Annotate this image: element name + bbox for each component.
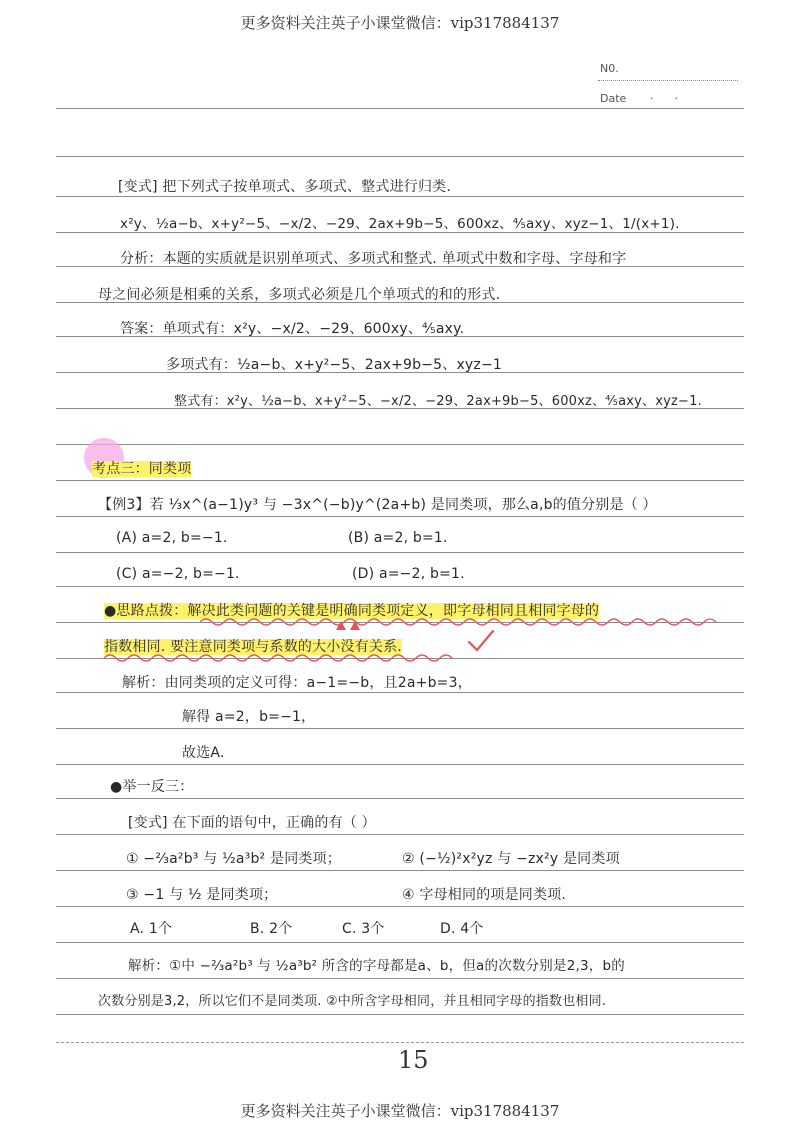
section-title-text: 考点三：同类项 bbox=[92, 461, 192, 477]
option-b: (B) a=2, b=1. bbox=[348, 530, 448, 546]
choice-a: A. 1个 bbox=[130, 921, 173, 937]
practice-solution-line-2: 次数分别是3,2，所以它们不是同类项. ②中所含字母相同，并且相同字母的指数也相同. bbox=[98, 994, 607, 1009]
answer-monomials: 答案：单项式有：x²y、−x/2、−29、600xy、⅘axy. bbox=[120, 321, 465, 337]
hint-line-2-text: 指数相同. 要注意同类项与系数的大小没有关系. bbox=[104, 639, 402, 655]
statement-1: ① −⅔a²b³ 与 ½a³b² 是同类项； bbox=[126, 851, 342, 867]
expression-list: x²y、½a−b、x+y²−5、−x/2、−29、2ax+9b−5、600xz、⅘axy、xyz−1、1/(x+1). bbox=[120, 216, 680, 232]
solution-line-3: 故选A. bbox=[182, 745, 225, 761]
caret-marks bbox=[334, 618, 364, 632]
ruled-line-bottom bbox=[56, 1042, 744, 1043]
section-title bbox=[92, 458, 191, 478]
no-line bbox=[598, 80, 738, 81]
choice-c: C. 3个 bbox=[342, 921, 385, 937]
ruled-line bbox=[56, 108, 744, 109]
ruled-line bbox=[56, 728, 744, 729]
answer-polynomials: 多项式有：½a−b、x+y²−5、2ax+9b−5、xyz−1 bbox=[166, 357, 503, 373]
wavy-underline-1 bbox=[200, 616, 720, 628]
ruled-line bbox=[56, 586, 744, 587]
check-mark-icon bbox=[466, 628, 496, 654]
practice-question: [变式] 在下面的语句中，正确的有（ ） bbox=[128, 815, 376, 831]
variant-question: [变式] 把下列式子按单项式、多项式、整式进行归类. bbox=[118, 179, 452, 195]
ruled-line bbox=[56, 870, 744, 871]
option-a: (A) a=2, b=−1. bbox=[116, 530, 228, 546]
option-d: (D) a=−2, b=1. bbox=[352, 566, 465, 582]
option-c: (C) a=−2, b=−1. bbox=[116, 566, 240, 582]
hint-line-1-text: ●思路点拨：解决此类问题的关键是明确同类项定义，即字母相同且相同字母的 bbox=[104, 603, 600, 619]
ruled-line bbox=[56, 942, 744, 943]
ruled-line bbox=[56, 196, 744, 197]
practice-heading: ●举一反三： bbox=[110, 779, 194, 795]
analysis-line-2: 母之间必须是相乘的关系，多项式必须是几个单项式的和的形式. bbox=[98, 287, 501, 303]
example-3-question: 【例3】若 ⅓x^(a−1)y³ 与 −3x^(−b)y^(2a+b) 是同类项，那么a,b的值分别是（ ） bbox=[98, 497, 657, 513]
ruled-line bbox=[56, 764, 744, 765]
answer-integral-expressions: 整式有：x²y、½a−b、x+y²−5、−x/2、−29、2ax+9b−5、600xz、⅘axy、xyz−1. bbox=[174, 394, 702, 409]
choice-d: D. 4个 bbox=[440, 921, 484, 937]
solution-line-1: 解析：由同类项的定义可得：a−1=−b，且2a+b=3， bbox=[122, 675, 472, 691]
page-number: 15 bbox=[398, 1046, 429, 1074]
ruled-line bbox=[56, 834, 744, 835]
ruled-line bbox=[56, 444, 744, 445]
ruled-line bbox=[56, 552, 744, 553]
choice-b: B. 2个 bbox=[250, 921, 293, 937]
watermark-bottom: 更多资料关注英子小课堂微信：vip317884137 bbox=[240, 1102, 560, 1120]
date-label: Date bbox=[600, 92, 627, 105]
no-label: N0. bbox=[600, 62, 619, 75]
watermark-top: 更多资料关注英子小课堂微信：vip317884137 bbox=[240, 14, 560, 32]
analysis-line-1: 分析：本题的实质就是识别单项式、多项式和整式. 单项式中数和字母、字母和字 bbox=[120, 251, 627, 267]
ruled-line bbox=[56, 692, 744, 693]
solution-line-2: 解得 a=2，b=−1， bbox=[182, 709, 316, 725]
statement-4: ④ 字母相同的项是同类项. bbox=[402, 887, 567, 903]
statement-2: ② (−½)²x²yz 与 −zx²y 是同类项 bbox=[402, 851, 620, 867]
ruled-line bbox=[56, 906, 744, 907]
practice-solution-line-1: 解析：①中 −⅔a²b³ 与 ½a³b² 所含的字母都是a、b，但a的次数分别是2,3，b的 bbox=[128, 958, 625, 974]
wavy-underline-2 bbox=[104, 652, 464, 664]
ruled-line bbox=[56, 480, 744, 481]
ruled-line bbox=[56, 232, 744, 233]
ruled-line bbox=[56, 156, 744, 157]
ruled-line bbox=[56, 798, 744, 799]
ruled-line bbox=[56, 978, 744, 979]
ruled-line bbox=[56, 516, 744, 517]
statement-3: ③ −1 与 ½ 是同类项； bbox=[126, 887, 278, 903]
date-dots: · · bbox=[650, 92, 678, 105]
ruled-line bbox=[56, 1014, 744, 1015]
